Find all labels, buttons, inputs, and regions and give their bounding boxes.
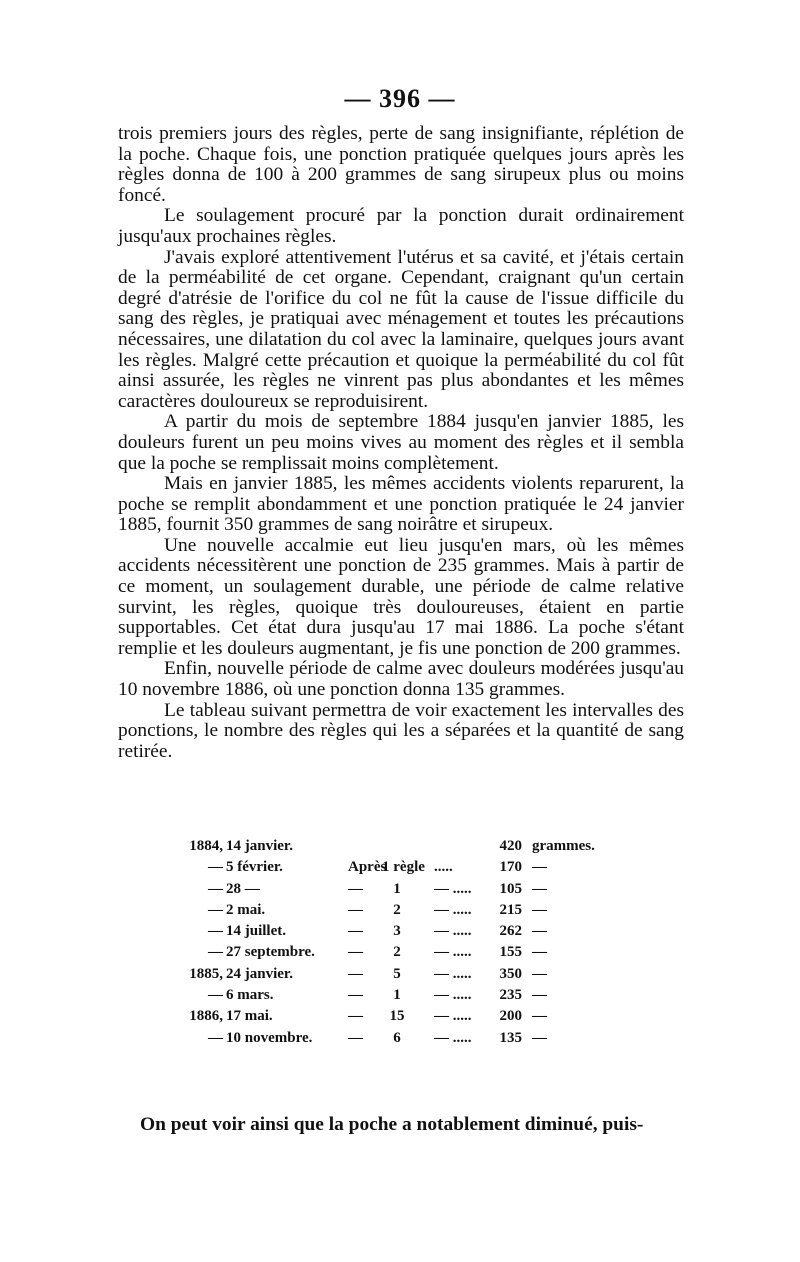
- cell-count: 1: [393, 880, 401, 897]
- cell-dots: — .....: [434, 923, 472, 940]
- table-row: [118, 1006, 684, 1027]
- paragraph: Le tableau suivant permettra de voir exactement les intervalles des ponctions, le nombre des règles qui les a séparées et la quantité de sang retirée.: [118, 699, 684, 762]
- cell-unit: grammes.: [532, 838, 595, 854]
- cell-date: 10 novembre.: [226, 1029, 313, 1046]
- page-number: — 396 —: [344, 84, 456, 113]
- cell-date: 28 —: [226, 880, 260, 897]
- cell-year: —: [208, 987, 223, 1004]
- cell-date: 14 janvier.: [226, 838, 293, 854]
- cell-after: Après: [348, 859, 387, 876]
- paragraph: trois premiers jours des règles, perte de sang insignifiante, réplétion de la poche. Chaque fois, une ponction pratiquée quelques jours après les règles donna de 100 à 200 grammes de sang sirupeux plus ou moins foncé.: [118, 123, 684, 206]
- cell-count: 6: [393, 1029, 401, 1046]
- cell-value: 200: [499, 1008, 522, 1025]
- cell-unit: —: [532, 987, 547, 1004]
- cell-year: —: [208, 923, 223, 940]
- cell-dots: — .....: [434, 880, 472, 897]
- cell-unit: —: [532, 1008, 547, 1025]
- cell-year: —: [208, 1029, 223, 1046]
- body-text: [118, 124, 684, 762]
- cell-after: —: [348, 987, 363, 1004]
- cell-value: 235: [499, 987, 522, 1004]
- cell-date: 2 mai.: [226, 901, 266, 918]
- cell-unit: —: [532, 880, 547, 897]
- cell-value: 420: [499, 838, 522, 854]
- cell-count: 15: [389, 1008, 405, 1025]
- cell-after: —: [348, 880, 363, 897]
- ponction-table: [118, 836, 684, 1049]
- cell-count: 3: [393, 923, 401, 940]
- table-row: [118, 879, 684, 900]
- cell-after: —: [348, 965, 363, 982]
- cell-unit: —: [532, 944, 547, 961]
- paragraph: Le soulagement procuré par la ponction durait ordinairement jusqu'aux prochaines règles.: [118, 205, 684, 247]
- paragraph: Une nouvelle accalmie eut lieu jusqu'en mars, où les mêmes accidents nécessitèrent une ponction de 235 grammes. Mais à partir de ce moment, un soulagement durable, une période de calme relative survint, les règles, quoique très douloureuses, étaient en partie supportables. Cet état dura jusqu'au 17 mai 1886. La poche s'étant remplie et les douleurs augmentant, je fis une ponction de 200 grammes.: [118, 534, 684, 659]
- cell-year: —: [208, 944, 223, 961]
- paragraph: J'avais exploré attentivement l'utérus et sa cavité, et j'étais certain de la perméabilité de cet organe. Cependant, craignant qu'un certain degré d'atrésie de l'orifice du col ne fût la cause de l'issue difficile du sang des règles, je pratiquai avec ménagement et toutes les précautions nécessaires, une dilatation du col avec la laminaire, quelques jours avant les règles. Malgré cette précaution et quoique la perméabilité du col fût ainsi assurée, les règles ne vinrent pas plus abondantes et les mêmes caractères douloureux se reproduisirent.: [118, 246, 684, 412]
- cell-date: 24 janvier.: [226, 965, 293, 982]
- cell-value: 170: [499, 859, 522, 876]
- cell-unit: —: [532, 859, 547, 876]
- table-row: [118, 900, 684, 921]
- cell-dots: — .....: [434, 987, 472, 1004]
- cell-date: 17 mai.: [226, 1008, 273, 1025]
- cell-after: —: [348, 944, 363, 961]
- cell-count: 1: [393, 987, 401, 1004]
- cell-dots: — .....: [434, 944, 472, 961]
- cell-after: —: [348, 1008, 363, 1025]
- cell-year: 1886,: [189, 1008, 223, 1025]
- cell-date: 14 juillet.: [226, 923, 286, 940]
- cell-value: 262: [499, 923, 522, 940]
- table-row: [118, 942, 684, 963]
- cell-year: 1884,: [189, 838, 223, 854]
- cell-dots: — .....: [434, 965, 472, 982]
- cell-date: 5 février.: [226, 859, 283, 876]
- cell-date: 6 mars.: [226, 987, 274, 1004]
- table-row: [118, 836, 684, 857]
- cell-count: 2: [393, 901, 401, 918]
- cell-value: 155: [499, 944, 522, 961]
- cell-date: 27 septembre.: [226, 944, 315, 961]
- cell-year: —: [208, 859, 223, 876]
- cell-dots: — .....: [434, 1008, 472, 1025]
- cell-value: 215: [499, 901, 522, 918]
- table-row: [118, 1028, 684, 1049]
- table-row: [118, 985, 684, 1006]
- table-row: [118, 921, 684, 942]
- cell-dots: — .....: [434, 1029, 472, 1046]
- cell-value: 105: [499, 880, 522, 897]
- paragraph: A partir du mois de septembre 1884 jusqu'en janvier 1885, les douleurs furent un peu moins vives au moment des règles et il sembla que la poche se remplissait moins complètement.: [118, 411, 684, 474]
- cell-unit: —: [532, 965, 547, 982]
- cell-value: 135: [499, 1029, 522, 1046]
- cell-after: —: [348, 923, 363, 940]
- table-row: [118, 964, 684, 985]
- cell-after: —: [348, 901, 363, 918]
- cell-year: 1885,: [189, 965, 223, 982]
- cell-dots: — .....: [434, 901, 472, 918]
- cell-unit: —: [532, 1029, 547, 1046]
- paragraph: Enfin, nouvelle période de calme avec douleurs modérées jusqu'au 10 novembre 1886, où une ponction donna 135 grammes.: [118, 658, 684, 701]
- cell-year: —: [208, 880, 223, 897]
- cell-dots: .....: [434, 859, 453, 876]
- cell-count: 2: [393, 944, 401, 961]
- paragraph: Mais en janvier 1885, les mêmes accidents violents reparurent, la poche se remplit abondamment et une ponction pratiquée le 24 janvier 1885, fournit 350 grammes de sang noirâtre et sirupeux.: [118, 473, 684, 536]
- cell-after: —: [348, 1029, 363, 1046]
- cell-unit: —: [532, 901, 547, 918]
- closing-line: On peut voir ainsi que la poche a notablement diminué, puis-: [140, 1114, 644, 1135]
- cell-year: —: [208, 901, 223, 918]
- cell-unit: —: [532, 923, 547, 940]
- cell-value: 350: [499, 965, 522, 982]
- cell-count: 5: [393, 965, 401, 982]
- cell-count: 1 règle: [382, 859, 425, 876]
- table-row: [118, 857, 684, 878]
